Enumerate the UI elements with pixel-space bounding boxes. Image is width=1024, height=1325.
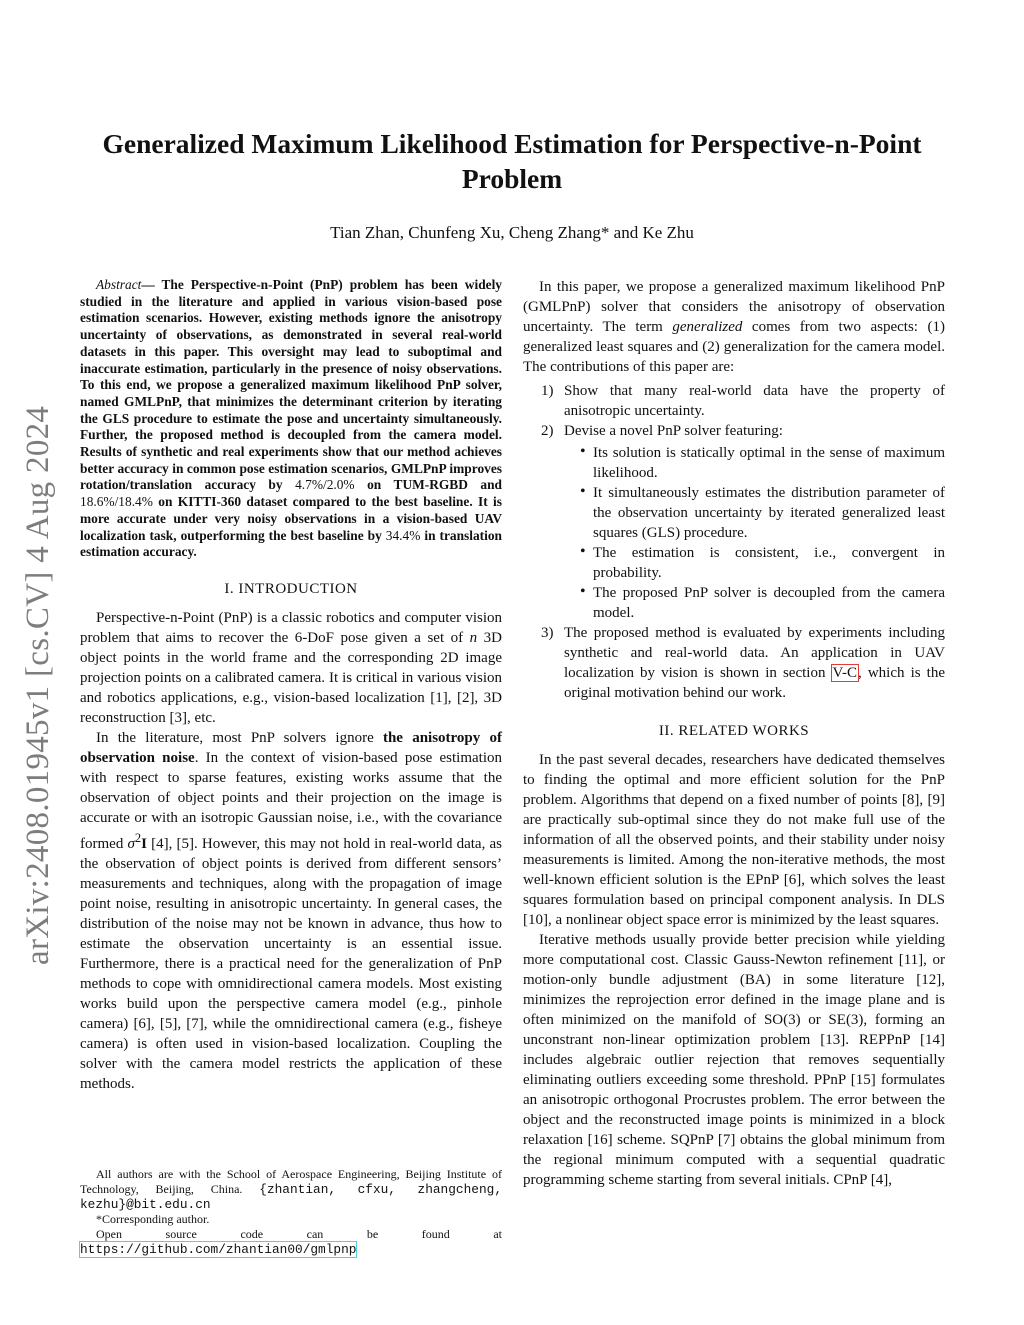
bullet-icon: • <box>580 543 586 560</box>
abstract-heading: Abstract <box>96 277 142 292</box>
intro-p2-text-b: . In the context of vision-based pose estimation with respect to sparse features, existing works assume that the observation of object points and their projection on the image is accurate or with an isotropic Gaussian noise, i.e., with the covariance formed <box>80 749 502 852</box>
feature-text: Its solution is statically optimal in the sense of maximum likelihood. <box>593 445 945 481</box>
feature-item <box>564 583 945 623</box>
feature-text: The estimation is consistent, i.e., convergent in probability. <box>593 545 945 581</box>
intro-paragraph-1 <box>80 608 502 728</box>
feature-item <box>564 483 945 543</box>
intro-p3-text-a: In this paper, we propose a generalized maximum likelihood PnP (GMLPnP) solver that considers the anisotropy of observation uncertainty. The term <box>523 279 945 335</box>
bullet-icon: • <box>580 443 586 460</box>
feature-text: It simultaneously estimates the distribution parameter of the observation uncertainty by iterated generalized least squares (GLS) procedure. <box>593 485 945 541</box>
feature-item <box>564 543 945 583</box>
intro-p2-text-a: In the literature, most PnP solvers ignore <box>96 729 383 746</box>
intro-p3-emphasis: generalized <box>672 319 743 335</box>
abstract-dash: — <box>141 277 162 292</box>
abstract-text-3: on KITTI-360 dataset compared to the best baseline. It is more accurate under very noisy observations in a vision-based UAV localization task, outperforming the best baseline by <box>80 494 502 543</box>
contribution-text: Show that many real-world data have the property of anisotropic uncertainty. <box>564 383 945 419</box>
intro-p1-text-b: 3D object points in the world frame and the corresponding 2D image projection points on a calibrated camera. It is critical in various vision and robotics applications, e.g., vision-based localization [1], [2], 3D reconstruction [3], etc. <box>80 629 502 726</box>
contribution-number: 1) <box>541 383 554 399</box>
footnote-affiliation <box>80 1167 502 1212</box>
abstract-text-1: The Perspective-n-Point (PnP) problem has been widely studied in the literature and applied in various vision-based pose estimation scenarios. However, existing methods ignore the anisotropy uncertainty of observations, as demonstrated in several real-world datasets in this paper. This oversight may lead to suboptimal and inaccurate estimation, particularly in the presence of noisy observations. To this end, we propose a generalized maximum likelihood PnP solver, named GMLPnP, that minimizes the determinant criterion by iterating the GLS procedure to estimate the pose and uncertainty simultaneously. Further, the proposed method is decoupled from the camera model. Results of synthetic and real experiments show that our method achieves better accuracy in common pose estimation scenarios, GMLPnP improves rotation/translation accuracy by <box>80 277 503 493</box>
intro-paragraph-3 <box>523 277 945 377</box>
sigma-exponent: 2 <box>134 830 142 845</box>
abstract-text-4: in translation estimation accuracy. <box>80 527 502 560</box>
abstract-stat-tum: 4.7%/2.0% <box>295 477 355 493</box>
contribution-number: 3) <box>541 625 554 641</box>
abstract-text-2: on TUM-RGBD and <box>354 477 502 493</box>
section-cross-reference-link[interactable]: V-C <box>832 665 857 681</box>
intro-p2-emphasis: the anisotropy of observation noise <box>80 729 502 766</box>
contribution-item <box>523 623 945 703</box>
contribution-text-tail: , which is the original motivation behind our work. <box>564 665 945 701</box>
right-column <box>523 277 945 1190</box>
intro-p2-text-c: [4], [5]. However, this may not hold in real-world data, as the observation of object points is derived from different sensors’ measurements and techniques, along with the propagation of image point noise, resulting in anisotropic uncertainty. In general cases, the distribution of the noise may not be known in advance, thus how to estimate the observation uncertainty is an essential issue. Furthermore, there is a practical need for the generalization of PnP methods to cope with omnidirectional camera models. Most existing works build upon the perspective camera model (e.g., pinhole camera) [6], [5], [7], while the omnidirectional camera (e.g., fisheye camera) is often used in vision-based localization. Coupling the solver with the camera model restricts the application of these methods. <box>80 835 502 1092</box>
bullet-icon: • <box>580 583 586 600</box>
contribution-text: Devise a novel PnP solver featuring: <box>564 423 783 439</box>
contribution-list <box>523 381 945 703</box>
footnote-corresponding: *Corresponding author. <box>96 1212 210 1226</box>
abstract-stat-uav: 34.4% <box>385 527 421 543</box>
feature-list <box>564 443 945 623</box>
intro-p1-text-a: Perspective-n-Point (PnP) is a classic robotics and computer vision problem that aims to recover the 6-DoF pose given a set of <box>80 609 502 646</box>
abstract <box>80 277 502 561</box>
feature-item <box>564 443 945 483</box>
code-prefix-text: Open source code can be found at <box>96 1227 502 1241</box>
author-emails: {zhantian, cfxu, zhangcheng, kezhu}@bit.edu.cn <box>80 1182 502 1212</box>
footnotes <box>80 1167 502 1257</box>
identity-matrix-symbol: I <box>141 835 147 852</box>
paper-title: Generalized Maximum Likelihood Estimation for Perspective-n-Point Problem <box>102 128 922 194</box>
contribution-item <box>523 421 945 623</box>
intro-p3-text-b: comes from two aspects: (1) generalized least squares and (2) generalization for the camera model. The contributions of this paper are: <box>523 319 945 375</box>
contribution-item <box>523 381 945 421</box>
code-url-link[interactable]: https://github.com/zhantian00/gmlpnp <box>80 1242 357 1257</box>
intro-paragraph-2 <box>80 728 502 1094</box>
contribution-text: The proposed method is evaluated by experiments including synthetic and real-world data. An application in UAV localization by vision is shown in section <box>564 625 945 681</box>
bullet-icon: • <box>580 483 586 500</box>
author-list: Tian Zhan, Chunfeng Xu, Cheng Zhang* and Ke Zhu <box>330 223 694 242</box>
footnote-code <box>80 1227 502 1257</box>
arxiv-identifier[interactable]: arXiv:2408.01945v1 [cs.CV] 4 Aug 2024 <box>20 405 56 965</box>
affiliation-text: All authors are with the School of Aerospace Engineering, Beijing Institute of Technology, Beijing, China. <box>80 1167 502 1196</box>
intro-p1-variable-n: n <box>469 629 478 646</box>
section-heading-related-works: II. RELATED WORKS <box>658 723 810 739</box>
related-paragraph-2: Iterative methods usually provide better precision while yielding more computational cost. Classic Gauss-Newton refinement [11], or motion-only bundle adjustment (BA) in some literature [12], minimizes the reprojection error defined in the image plane and is often minimized on the manifold of SO(3) or SE(3), forming an unconstrant non-linear optimization problem [13]. REPPnP [14] includes algebraic outlier rejection that removes sequentially eliminating outliers exceeding some threshold. PPnP [15] formulates an anisotropic orthogonal Procrustes problem. The error between the object and the reconstructed image points is minimized in a block relaxation [16] scheme. SQPnP [7] obtains the global minimum from the regional minimum computed with a sequential quadratic programming scheme starting from several initials. CPnP [4], <box>523 932 945 1188</box>
related-paragraph-1: In the past several decades, researchers have dedicated themselves to finding the optimal and more efficient solution for the PnP problem. Algorithms that depend on a fixed number of points [8], [9] are practically sub-optimal since they do not make full use of the information of all the observed points, and their stability under noisy measurements is limited. Among the non-iterative methods, the most well-known efficient solution is the EPnP [6], which solves the least squares formulation based on principal component analysis. In DLS [10], a nonlinear object space error is minimized by the least squares. <box>523 752 945 928</box>
abstract-stat-kitti: 18.6%/18.4% <box>80 494 153 510</box>
left-column <box>80 277 502 1094</box>
section-heading-introduction: I. INTRODUCTION <box>224 580 358 597</box>
contribution-number: 2) <box>541 423 554 439</box>
feature-text: The proposed PnP solver is decoupled from the camera model. <box>593 585 945 621</box>
sigma-symbol: σ <box>127 835 135 852</box>
